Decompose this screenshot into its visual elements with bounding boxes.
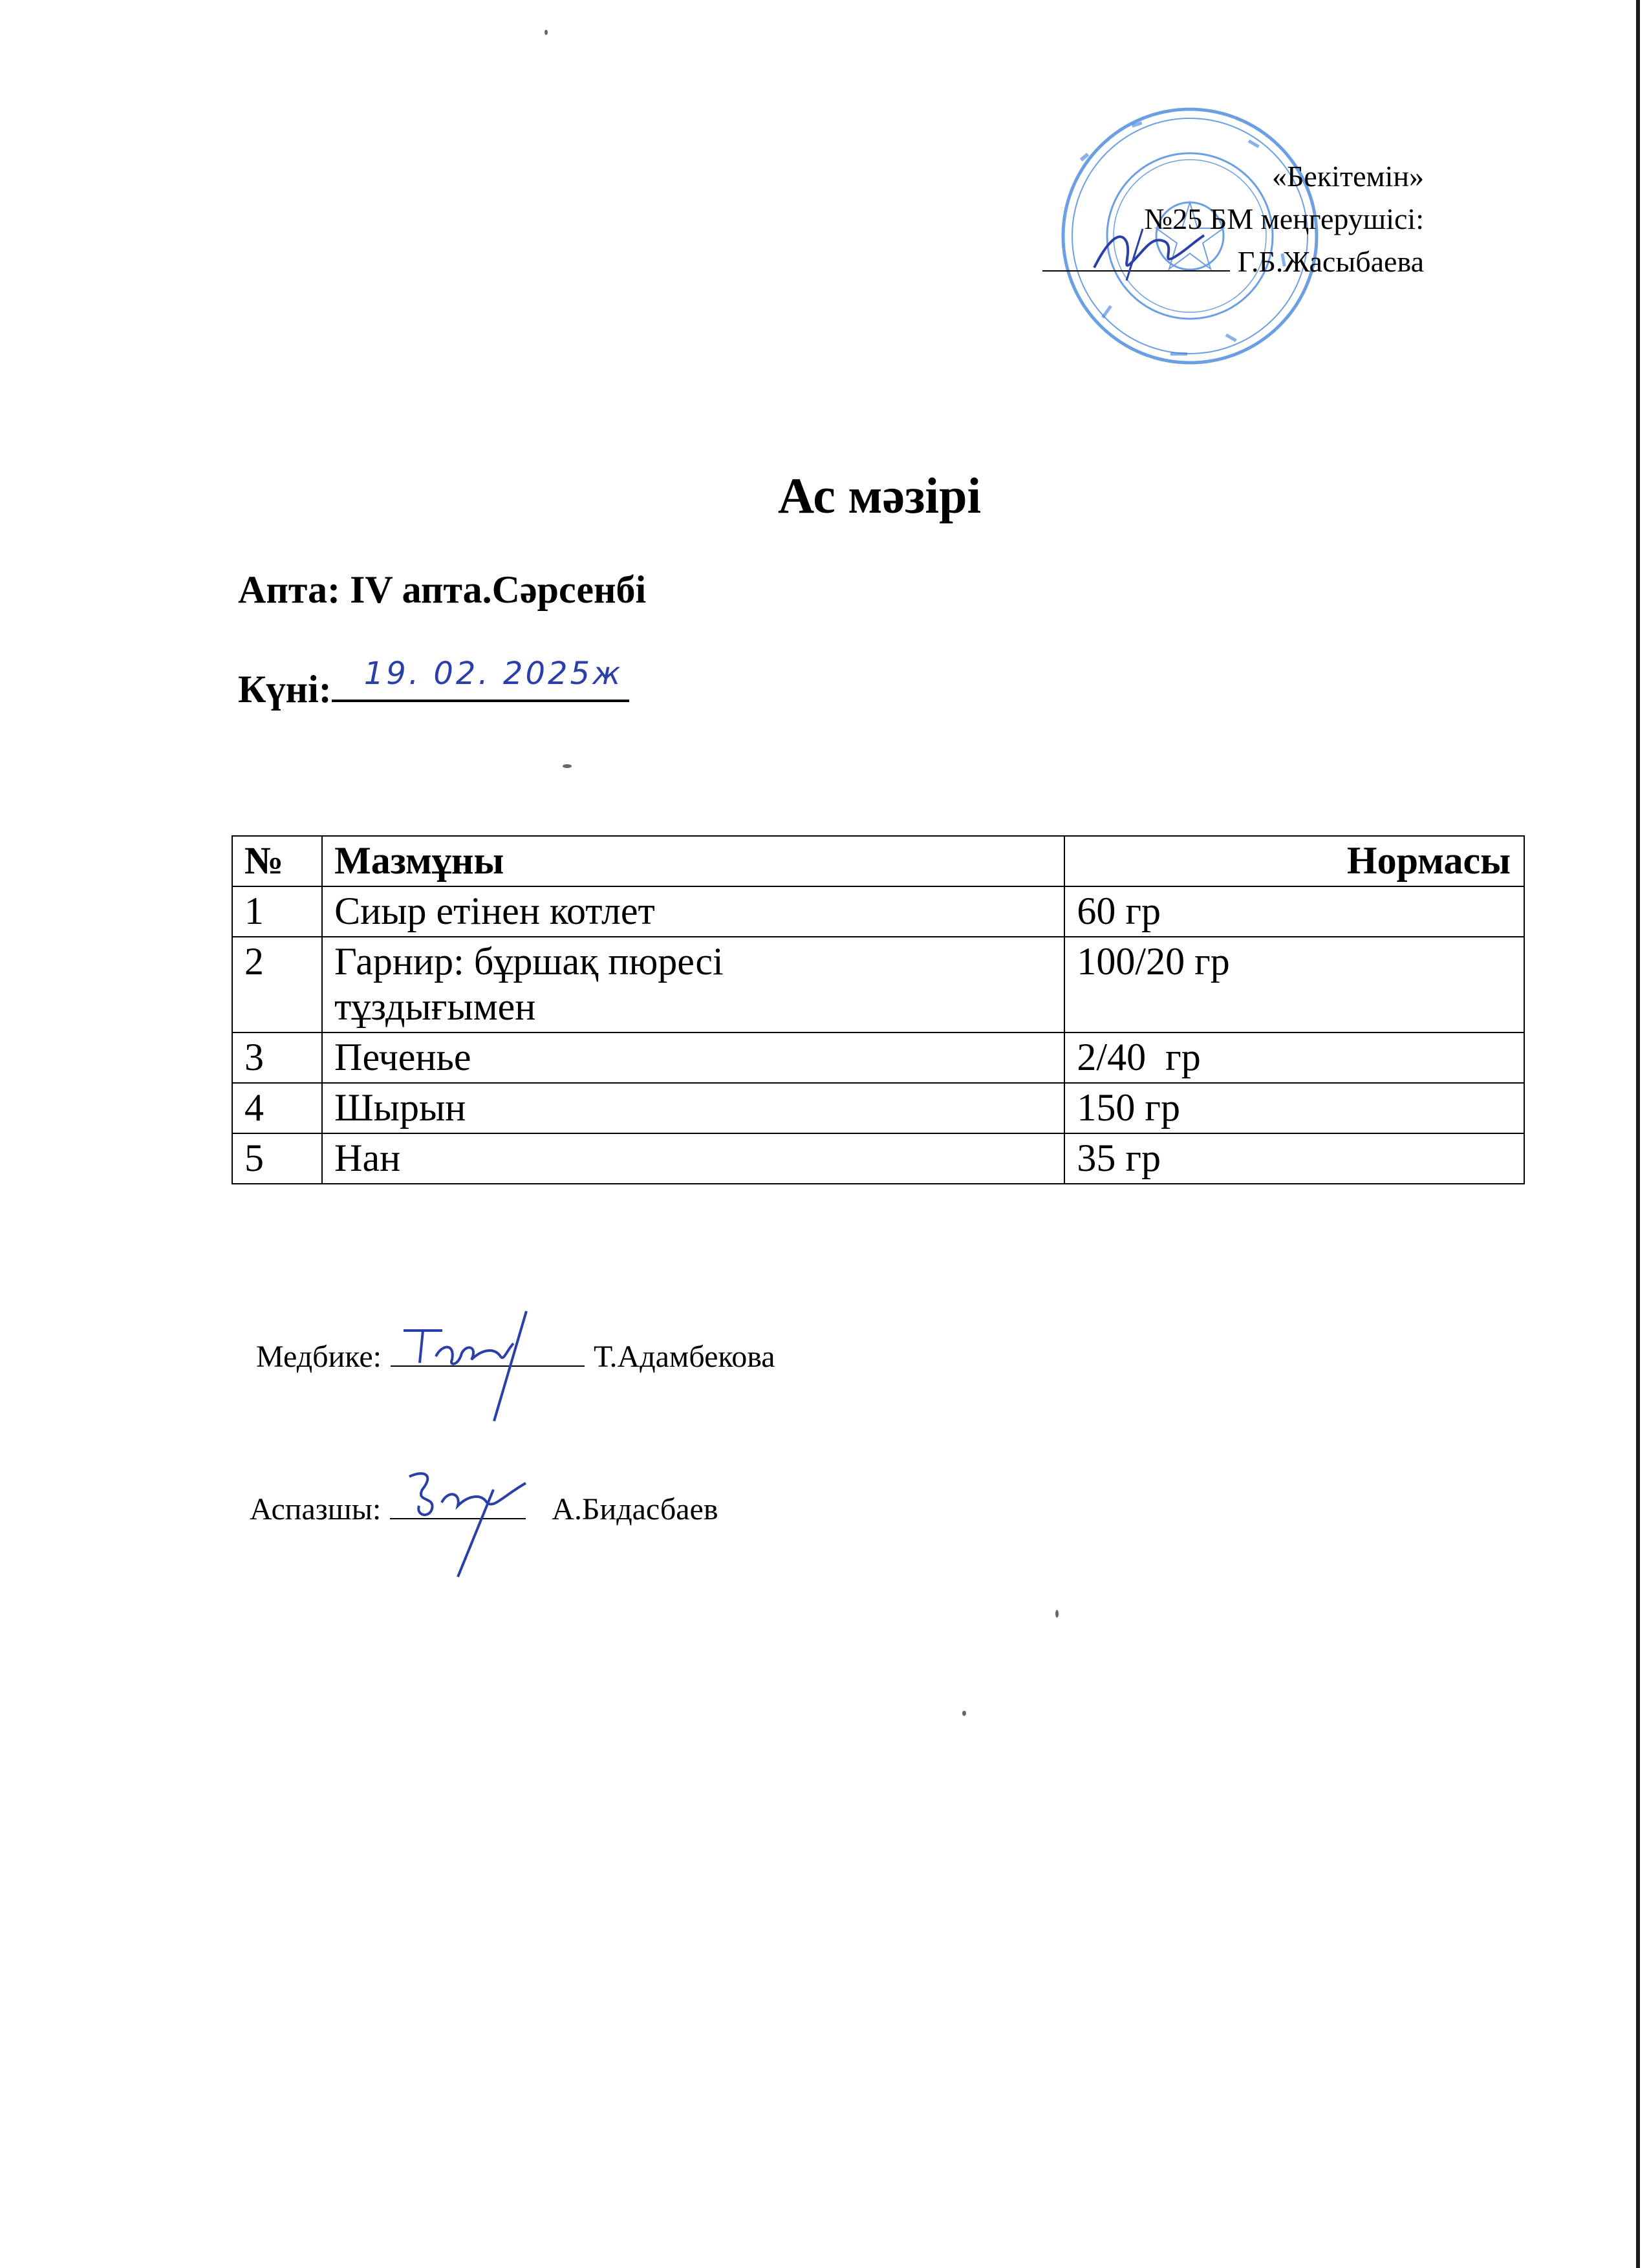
page-title: Ас мәзірі (777, 467, 982, 524)
row-norm: 35 гр (1064, 1133, 1524, 1184)
nurse-signature-blank (391, 1337, 585, 1367)
scan-speck (544, 30, 548, 35)
approval-block (1042, 155, 1424, 283)
date-value: 19. 02. 2025ж (363, 656, 623, 692)
table-row (232, 1032, 1524, 1083)
row-item: Гарнир: бұршақ пюресі тұздығымен (322, 937, 1064, 1032)
row-norm: 100/20 гр (1064, 937, 1524, 1032)
row-item: Нан (322, 1133, 1064, 1184)
scan-speck (962, 1711, 966, 1716)
date-blank (332, 656, 629, 702)
cook-name: А.Бидасбаев (552, 1492, 718, 1526)
scan-speck (1055, 1610, 1059, 1618)
row-item: Печенье (322, 1032, 1064, 1083)
approval-signature-line (1042, 241, 1424, 283)
nurse-label: Медбике: (256, 1340, 382, 1374)
scan-speck (563, 764, 572, 768)
cook-signature-row (250, 1490, 718, 1527)
header-content: Мазмұны (322, 836, 1064, 886)
table-row (232, 886, 1524, 937)
row-norm: 150 гр (1064, 1083, 1524, 1133)
row-item: Шырын (322, 1083, 1064, 1133)
nurse-signature-row (256, 1337, 775, 1375)
date-label: Күні: (238, 668, 332, 711)
row-number: 2 (232, 937, 322, 1032)
nurse-signature (397, 1305, 552, 1428)
table-row (232, 937, 1524, 1032)
menu-table (232, 835, 1525, 1184)
cook-label: Аспазшы: (250, 1492, 382, 1526)
director-signature-blank (1042, 242, 1230, 272)
cook-signature-blank (390, 1490, 526, 1519)
director-name: Г.Б.Жасыбаева (1237, 245, 1424, 278)
approval-position: №25 БМ меңгерушісі: (1144, 202, 1424, 235)
nurse-name: Т.Адамбекова (594, 1340, 775, 1374)
date-row (238, 656, 629, 712)
week-label: Апта: IV апта.Сәрсенбі (238, 568, 647, 611)
table-row (232, 1133, 1524, 1184)
row-number: 5 (232, 1133, 322, 1184)
scan-edge (1636, 0, 1640, 2268)
director-signature (1081, 216, 1211, 287)
header-norm: Нормасы (1064, 836, 1524, 886)
row-number: 1 (232, 886, 322, 937)
table-row (232, 1083, 1524, 1133)
header-number: № (232, 836, 322, 886)
table-header-row (232, 836, 1524, 886)
row-number: 4 (232, 1083, 322, 1133)
approval-heading: «Бекітемін» (1272, 160, 1424, 193)
cook-signature (396, 1457, 539, 1580)
row-norm: 60 гр (1064, 886, 1524, 937)
row-norm: 2/40 гр (1064, 1032, 1524, 1083)
row-item: Сиыр етінен котлет (322, 886, 1064, 937)
row-number: 3 (232, 1032, 322, 1083)
